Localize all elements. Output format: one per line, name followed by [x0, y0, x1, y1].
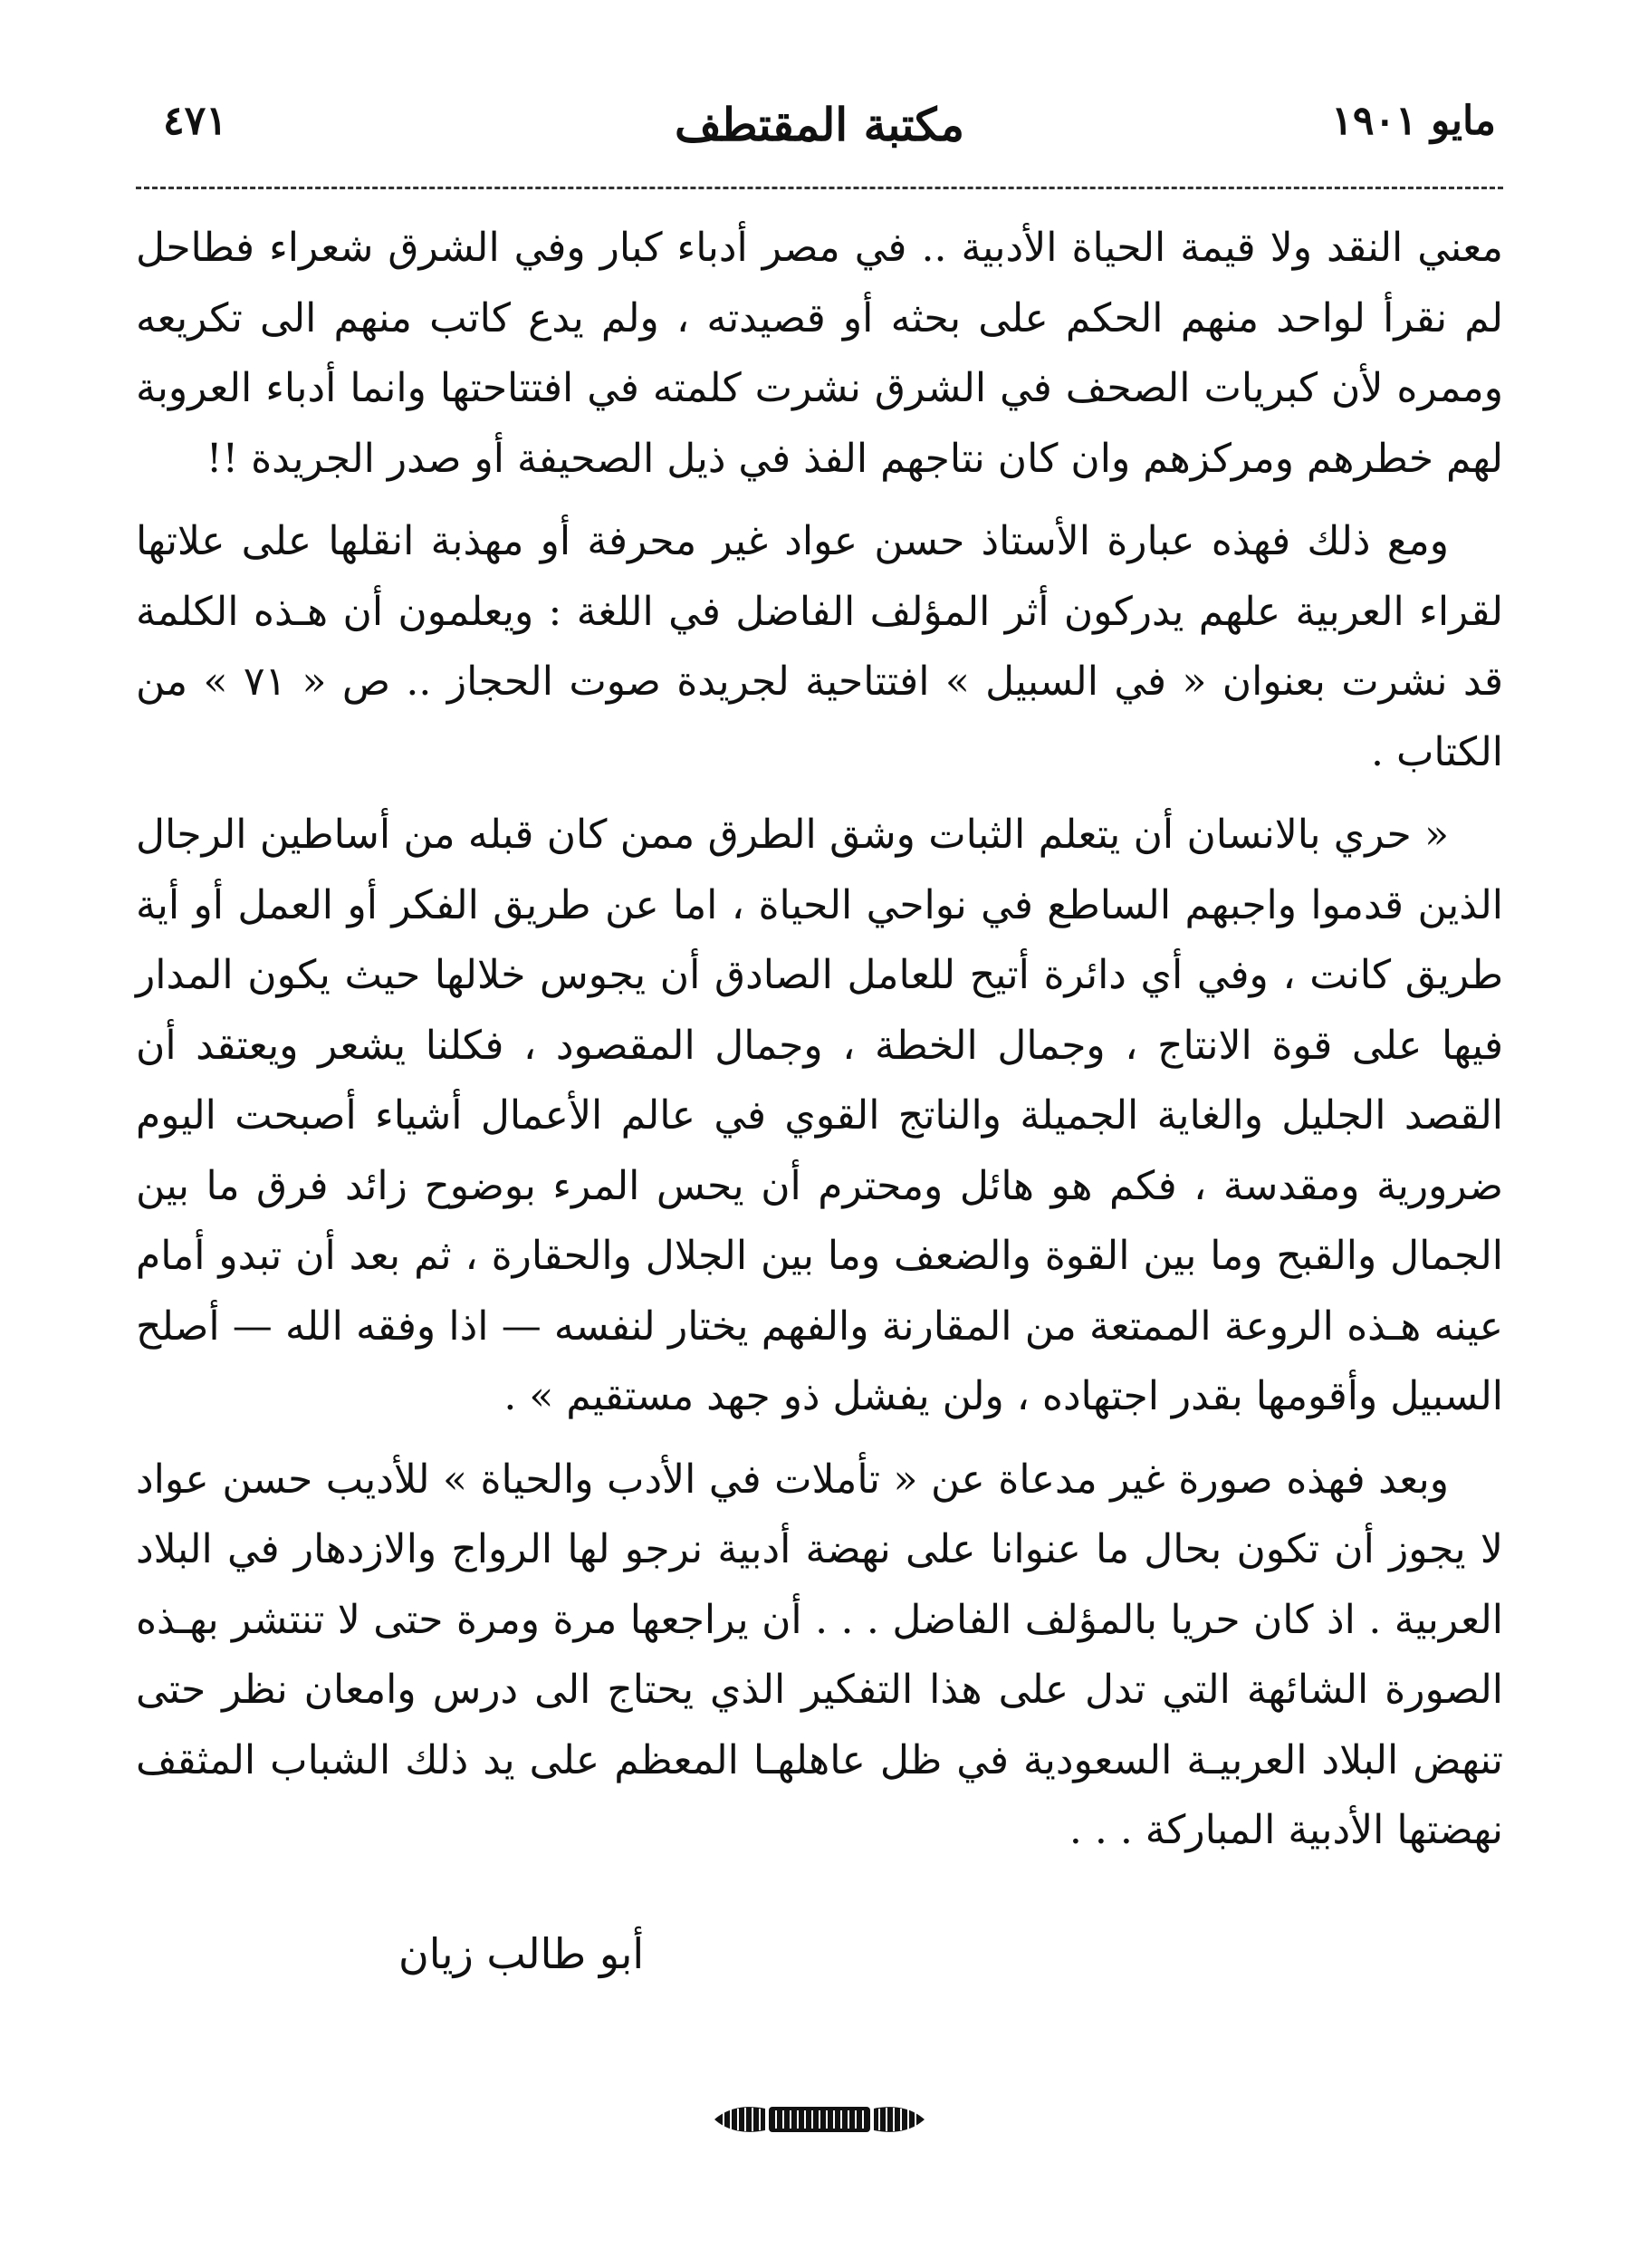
author-signature: أبو طالب زيان — [398, 1928, 645, 1978]
paragraph-1: معني النقد ولا قيمة الحياة الأدبية .. في مصر أدباء كبار وفي الشرق شعراء فطاحل لم نقرأ لواحد منهم الحكم على بحثه أو قصيدته ، ولم يدع كاتب منهم الى تكريعه وممره لأن كبريات الصحف في الشرق نشرت كلمته في افتتاحتها وانما أدباء العروبة لهم خطرهم ومركزهم وان كان نتاجهم الفذ في ذيل الصحيفة أو صدر الجريدة !! — [136, 225, 1503, 482]
decorative-ornament-icon — [711, 2100, 928, 2139]
paragraph-3: « حري بالانسان أن يتعلم الثبات وشق الطرق ممن كان قبله من أساطين الرجال الذين قدموا واجبهم الساطع في نواحي الحياة ، اما عن طريق الفكر أو العمل أو أية طريق كانت ، وفي أي دائرة أتيح للعامل الصادق أن يجوس خلالها حيث يكون المدار فيها على قوة الانتاج ، وجمال الخطة ، وجمال المقصود ، فكلنا يشعر ويعتقد أن القصد الجليل والغاية الجميلة والناتج القوي في عالم الأعمال أشياء أصبحت اليوم ضرورية ومقدسة ، فكم هو هائل ومحترم أن يحس المرء بوضوح زائد فرق ما بين الجمال والقبح وما بين القوة والضعف وما بين الجلال والحقارة ، ثم بعد أن تبدو أمام عينه هـذه الروعة الممتعة من المقارنة والفهم يختار لنفسه — اذا وفقه الله — أصلح السبيل وأقومها بقدر اجتهاده ، ولن يفشل ذو جهد مستقيم » . — [136, 812, 1504, 1419]
header-date: مايو ١٩٠١ — [1331, 98, 1496, 144]
page-header — [136, 91, 1503, 163]
page-number: ٤٧١ — [163, 98, 227, 144]
paragraph-2: ومع ذلك فهذه عبارة الأستاذ حسن عواد غير محرفة أو مهذبة انقلها على علاتها لقراء العربية علهم يدركون أثر المؤلف الفاضل في اللغة : ويعلمون أن هـذه الكلمة قد نشرت بعنوان « في السبيل » افتتاحية لجريدة صوت الحجاز .. ص « ٧١ » من الكتاب . — [136, 518, 1503, 775]
header-title: مكتبة المقتطف — [675, 98, 964, 151]
header-divider — [136, 187, 1503, 189]
paragraph-4: وبعد فهذه صورة غير مدعاة عن « تأملات في الأدب والحياة » للأديب حسن عواد لا يجوز أن تكون بحال ما عنوانا على نهضة أدبية نرجو لها الرواج والازدهار في البلاد العربية . اذ كان حريا بالمؤلف الفاضل . . . أن يراجعها مرة ومرة حتى لا تنتشر بهـذه الصورة الشائهة التي تدل على هذا التفكير الذي يحتاج الى درس وامعان نظر حتى تنهض البلاد العربيـة السعودية في ظل عاهلهـا المعظم على يد ذلك الشباب المثقف نهضتها الأدبية المباركة . . . — [136, 1456, 1503, 1853]
article-body — [136, 213, 1503, 1866]
